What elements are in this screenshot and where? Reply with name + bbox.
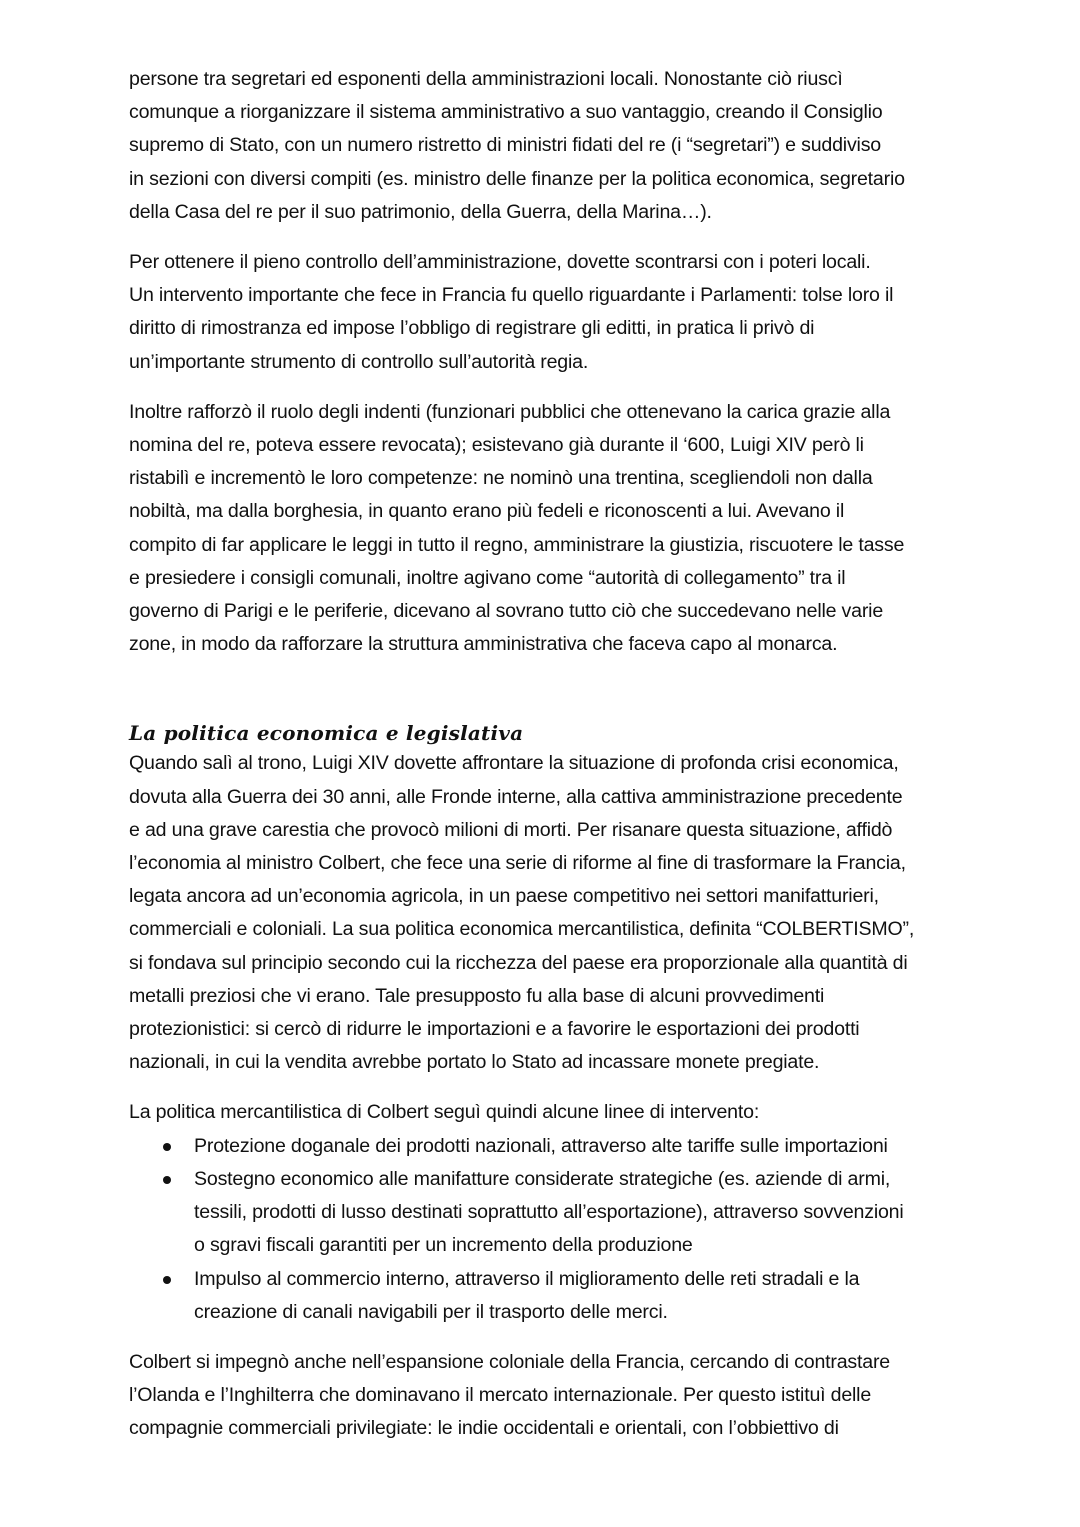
bullet-icon <box>163 1176 171 1184</box>
paragraph-espansione-coloniale <box>129 1346 1019 1446</box>
text-line: comunque a riorganizzare il sistema amministrativo a suo vantaggio, creando il Consiglio <box>129 101 883 124</box>
text-line: governo di Parigi e le periferie, dicevano al sovrano tutto ciò che succedevano nelle varie <box>129 600 884 623</box>
text-line: legata ancora ad un’economia agricola, in un paese competitivo nei settori manifatturieri, <box>129 885 879 908</box>
text-line: Un intervento importante che fece in Francia fu quello riguardante i Parlamenti: tolse loro il <box>129 284 894 307</box>
text-line: tessili, prodotti di lusso destinati soprattutto all’esportazione), attraverso sovvenzioni <box>194 1201 904 1224</box>
list-item <box>129 1163 1019 1263</box>
text-line: metalli preziosi che vi erano. Tale presupposto fu alla base di alcuni provvedimenti <box>129 984 825 1007</box>
text-line: protezionistici: si cercò di ridurre le importazioni e a favorire le esportazioni dei prodotti <box>129 1018 860 1041</box>
text-line: della Casa del re per il suo patrimonio, della Guerra, della Marina…). <box>129 200 712 223</box>
text-line: La politica mercantilistica di Colbert seguì quindi alcune linee di intervento: <box>129 1101 760 1124</box>
text-line: compito di far applicare le leggi in tutto il regno, amministrare la giustizia, riscuotere le tasse <box>129 533 905 556</box>
paragraph-colbertismo <box>129 747 1019 1079</box>
text-line: Impulso al commercio interno, attraverso il miglioramento delle reti stradali e la <box>194 1267 860 1290</box>
text-line: Sostegno economico alle manifatture considerate strategiche (es. aziende di armi, <box>194 1167 891 1190</box>
text-line: l’economia al ministro Colbert, che fece una serie di riforme al fine di trasformare la Francia, <box>129 852 906 875</box>
text-line: Inoltre rafforzò il ruolo degli indenti (funzionari pubblici che ottenevano la carica grazie alla <box>129 400 891 423</box>
paragraph-parlamenti <box>129 246 1019 379</box>
text-line: Per ottenere il pieno controllo dell’amministrazione, dovette scontrarsi con i poteri locali. <box>129 251 871 274</box>
section-heading: La politica economica e legislativa <box>129 721 524 746</box>
text-line: nobiltà, ma dalla borghesia, in quanto erano più fedeli e riconoscenti a lui. Avevano il <box>129 500 845 523</box>
text-line: Protezione doganale dei prodotti nazionali, attraverso alte tariffe sulle importazioni <box>194 1134 888 1157</box>
list-item <box>129 1263 1019 1329</box>
text-line: ristabilì e incrementò le loro competenze: ne nominò una trentina, scegliendoli non dalla <box>129 467 873 490</box>
text-line: o sgravi fiscali garantiti per un incremento della produzione <box>194 1234 693 1257</box>
text-line: commerciali e coloniali. La sua politica economica mercantilistica, definita “COLBERTISMO”, <box>129 918 915 941</box>
text-line: compagnie commerciali privilegiate: le indie occidentali e orientali, con l’obbiettivo di <box>129 1417 839 1440</box>
text-line: dovuta alla Guerra dei 30 anni, alle Fronde interne, alla cattiva amministrazione precedente <box>129 785 903 808</box>
list-intro <box>129 1096 1019 1129</box>
text-line: Colbert si impegnò anche nell’espansione coloniale della Francia, cercando di contrastare <box>129 1350 890 1373</box>
text-line: supremo di Stato, con un numero ristretto di ministri fidati del re (i “segretari”) e suddiviso <box>129 134 881 157</box>
bullet-icon <box>163 1143 171 1151</box>
text-line: persone tra segretari ed esponenti della amministrazioni locali. Nonostante ciò riuscì <box>129 68 843 90</box>
document-page <box>129 63 1019 1463</box>
text-line: si fondava sul principio secondo cui la ricchezza del paese era proporzionale alla quantità di <box>129 951 908 974</box>
text-line: in sezioni con diversi compiti (es. ministro delle finanze per la politica economica, segretario <box>129 167 905 190</box>
bullet-list <box>129 1130 1019 1329</box>
text-line: e ad una grave carestia che provocò milioni di morti. Per risanare questa situazione, affidò <box>129 818 893 841</box>
text-line: e presiedere i consigli comunali, inoltre agivano come “autorità di collegamento” tra il <box>129 566 846 589</box>
text-line: Quando salì al trono, Luigi XIV dovette affrontare la situazione di profonda crisi economica, <box>129 752 899 775</box>
bullet-icon <box>163 1276 171 1284</box>
text-line: zone, in modo da rafforzare la struttura amministrativa che faceva capo al monarca. <box>129 633 838 656</box>
text-line: diritto di rimostranza ed impose l’obbligo di registrare gli editti, in pratica li privò di <box>129 317 815 340</box>
paragraph-intendenti <box>129 396 1019 662</box>
text-line: nomina del re, poteva essere revocata); esistevano già durante il ‘600, Luigi XIV però li <box>129 434 864 457</box>
list-item <box>129 1130 1019 1163</box>
text-line: un’importante strumento di controllo sull’autorità regia. <box>129 350 589 373</box>
text-line: l’Olanda e l’Inghilterra che dominavano il mercato internazionale. Per questo istituì delle <box>129 1384 872 1407</box>
text-line: creazione di canali navigabili per il trasporto delle merci. <box>194 1300 668 1323</box>
text-line: nazionali, in cui la vendita avrebbe portato lo Stato ad incassare monete pregiate. <box>129 1051 820 1074</box>
paragraph-consiglio-supremo <box>129 63 1019 229</box>
